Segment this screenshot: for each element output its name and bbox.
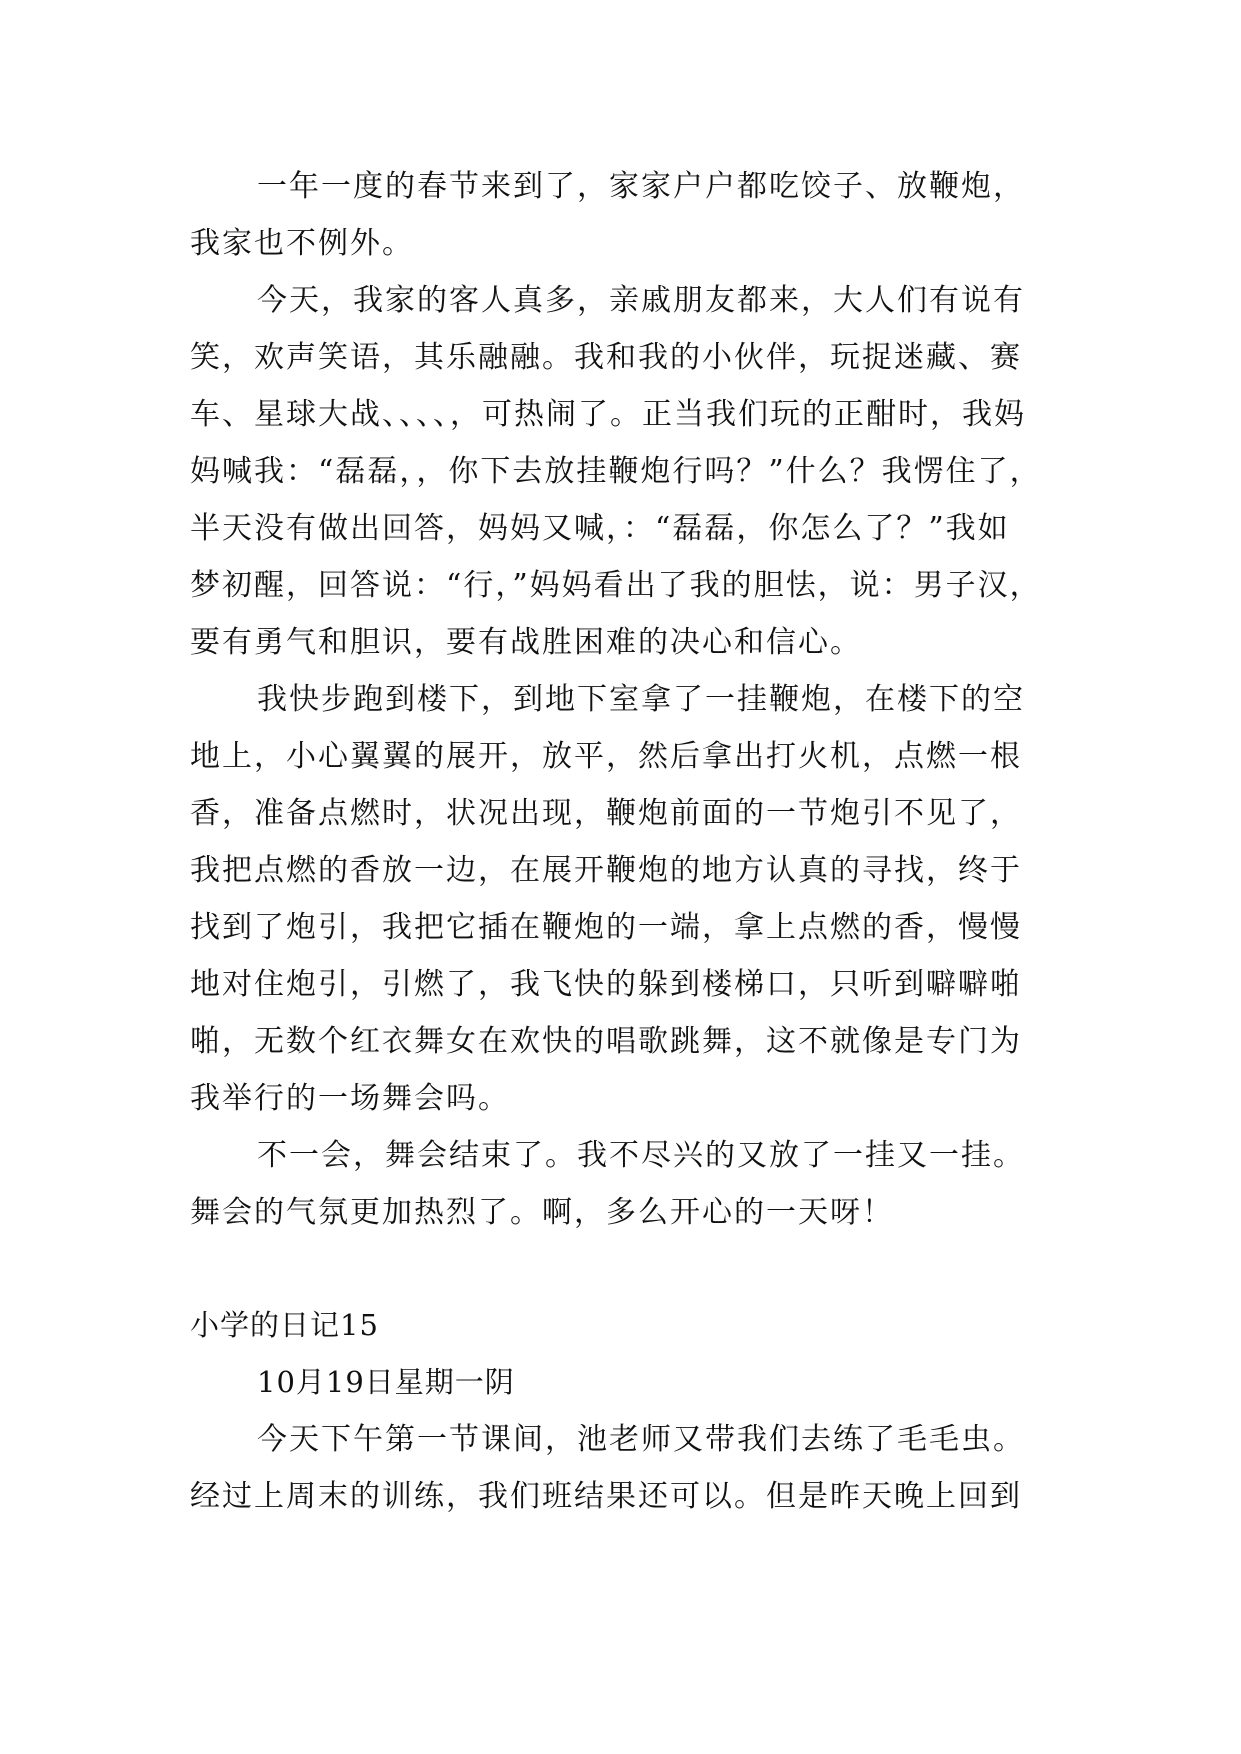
paragraph-line: 不一会，舞会结束了。我不尽兴的又放了一挂又一挂。 bbox=[257, 1138, 1025, 1173]
paragraph-line: 啪，无数个红衣舞女在欢快的唱歌跳舞，这不就像是专门为 bbox=[190, 1024, 1022, 1059]
paragraph-5 bbox=[190, 1411, 1060, 1525]
paragraph-line: 香，准备点燃时，状况出现，鞭炮前面的一节炮引不见了， bbox=[190, 796, 1022, 831]
date-line: 10月19日星期一阴 bbox=[257, 1365, 515, 1399]
paragraph-line: 一年一度的春节来到了，家家户户都吃饺子、放鞭炮， bbox=[257, 169, 1025, 204]
paragraph-4 bbox=[190, 1127, 1060, 1241]
paragraph-line: 找到了炮引，我把它插在鞭炮的一端，拿上点燃的香，慢慢 bbox=[190, 910, 1022, 945]
paragraph-line: 经过上周末的训练，我们班结果还可以。但是昨天晚上回到 bbox=[190, 1479, 1022, 1514]
section-title: 小学的日记15 bbox=[190, 1308, 379, 1342]
paragraph-line: 笑，欢声笑语，其乐融融。我和我的小伙伴，玩捉迷藏、赛 bbox=[190, 340, 1022, 375]
document-body bbox=[190, 158, 1060, 1525]
paragraph-line: 地上，小心翼翼的展开，放平，然后拿出打火机，点燃一根 bbox=[190, 739, 1022, 774]
paragraph-line: 我把点燃的香放一边，在展开鞭炮的地方认真的寻找，终于 bbox=[190, 853, 1022, 888]
paragraph-line: 半天没有做出回答，妈妈又喊，：“磊磊，你怎么了？”我如 bbox=[190, 511, 1010, 546]
paragraph-line: 我举行的一场舞会吗。 bbox=[190, 1081, 510, 1116]
paragraph-line: 今天下午第一节课间，池老师又带我们去练了毛毛虫。 bbox=[257, 1422, 1025, 1457]
paragraph-spacer bbox=[190, 1241, 1060, 1297]
paragraph-line: 我快步跑到楼下，到地下室拿了一挂鞭炮，在楼下的空 bbox=[257, 682, 1025, 717]
paragraph-line: 今天，我家的客人真多，亲戚朋友都来，大人们有说有 bbox=[257, 283, 1025, 318]
paragraph-line: 要有勇气和胆识，要有战胜困难的决心和信心。 bbox=[190, 625, 862, 660]
paragraph-line: 我家也不例外。 bbox=[190, 226, 414, 261]
paragraph-line: 妈喊我：“磊磊，，你下去放挂鞭炮行吗？”什么？我愣住了， bbox=[190, 454, 1042, 489]
paragraph-line: 地对住炮引，引燃了，我飞快的躲到楼梯口，只听到噼噼啪 bbox=[190, 967, 1022, 1002]
paragraph-line: 车、星球大战、、、、，可热闹了。正当我们玩的正酣时，我妈 bbox=[190, 397, 1026, 432]
paragraph-1 bbox=[190, 158, 1060, 272]
paragraph-line: 梦初醒，回答说：“行，”妈妈看出了我的胆怯，说：男子汉， bbox=[190, 568, 1042, 603]
paragraph-3 bbox=[190, 671, 1060, 1127]
paragraph-line: 舞会的气氛更加热烈了。啊，多么开心的一天呀！ bbox=[190, 1195, 894, 1230]
paragraph-2 bbox=[190, 272, 1060, 671]
